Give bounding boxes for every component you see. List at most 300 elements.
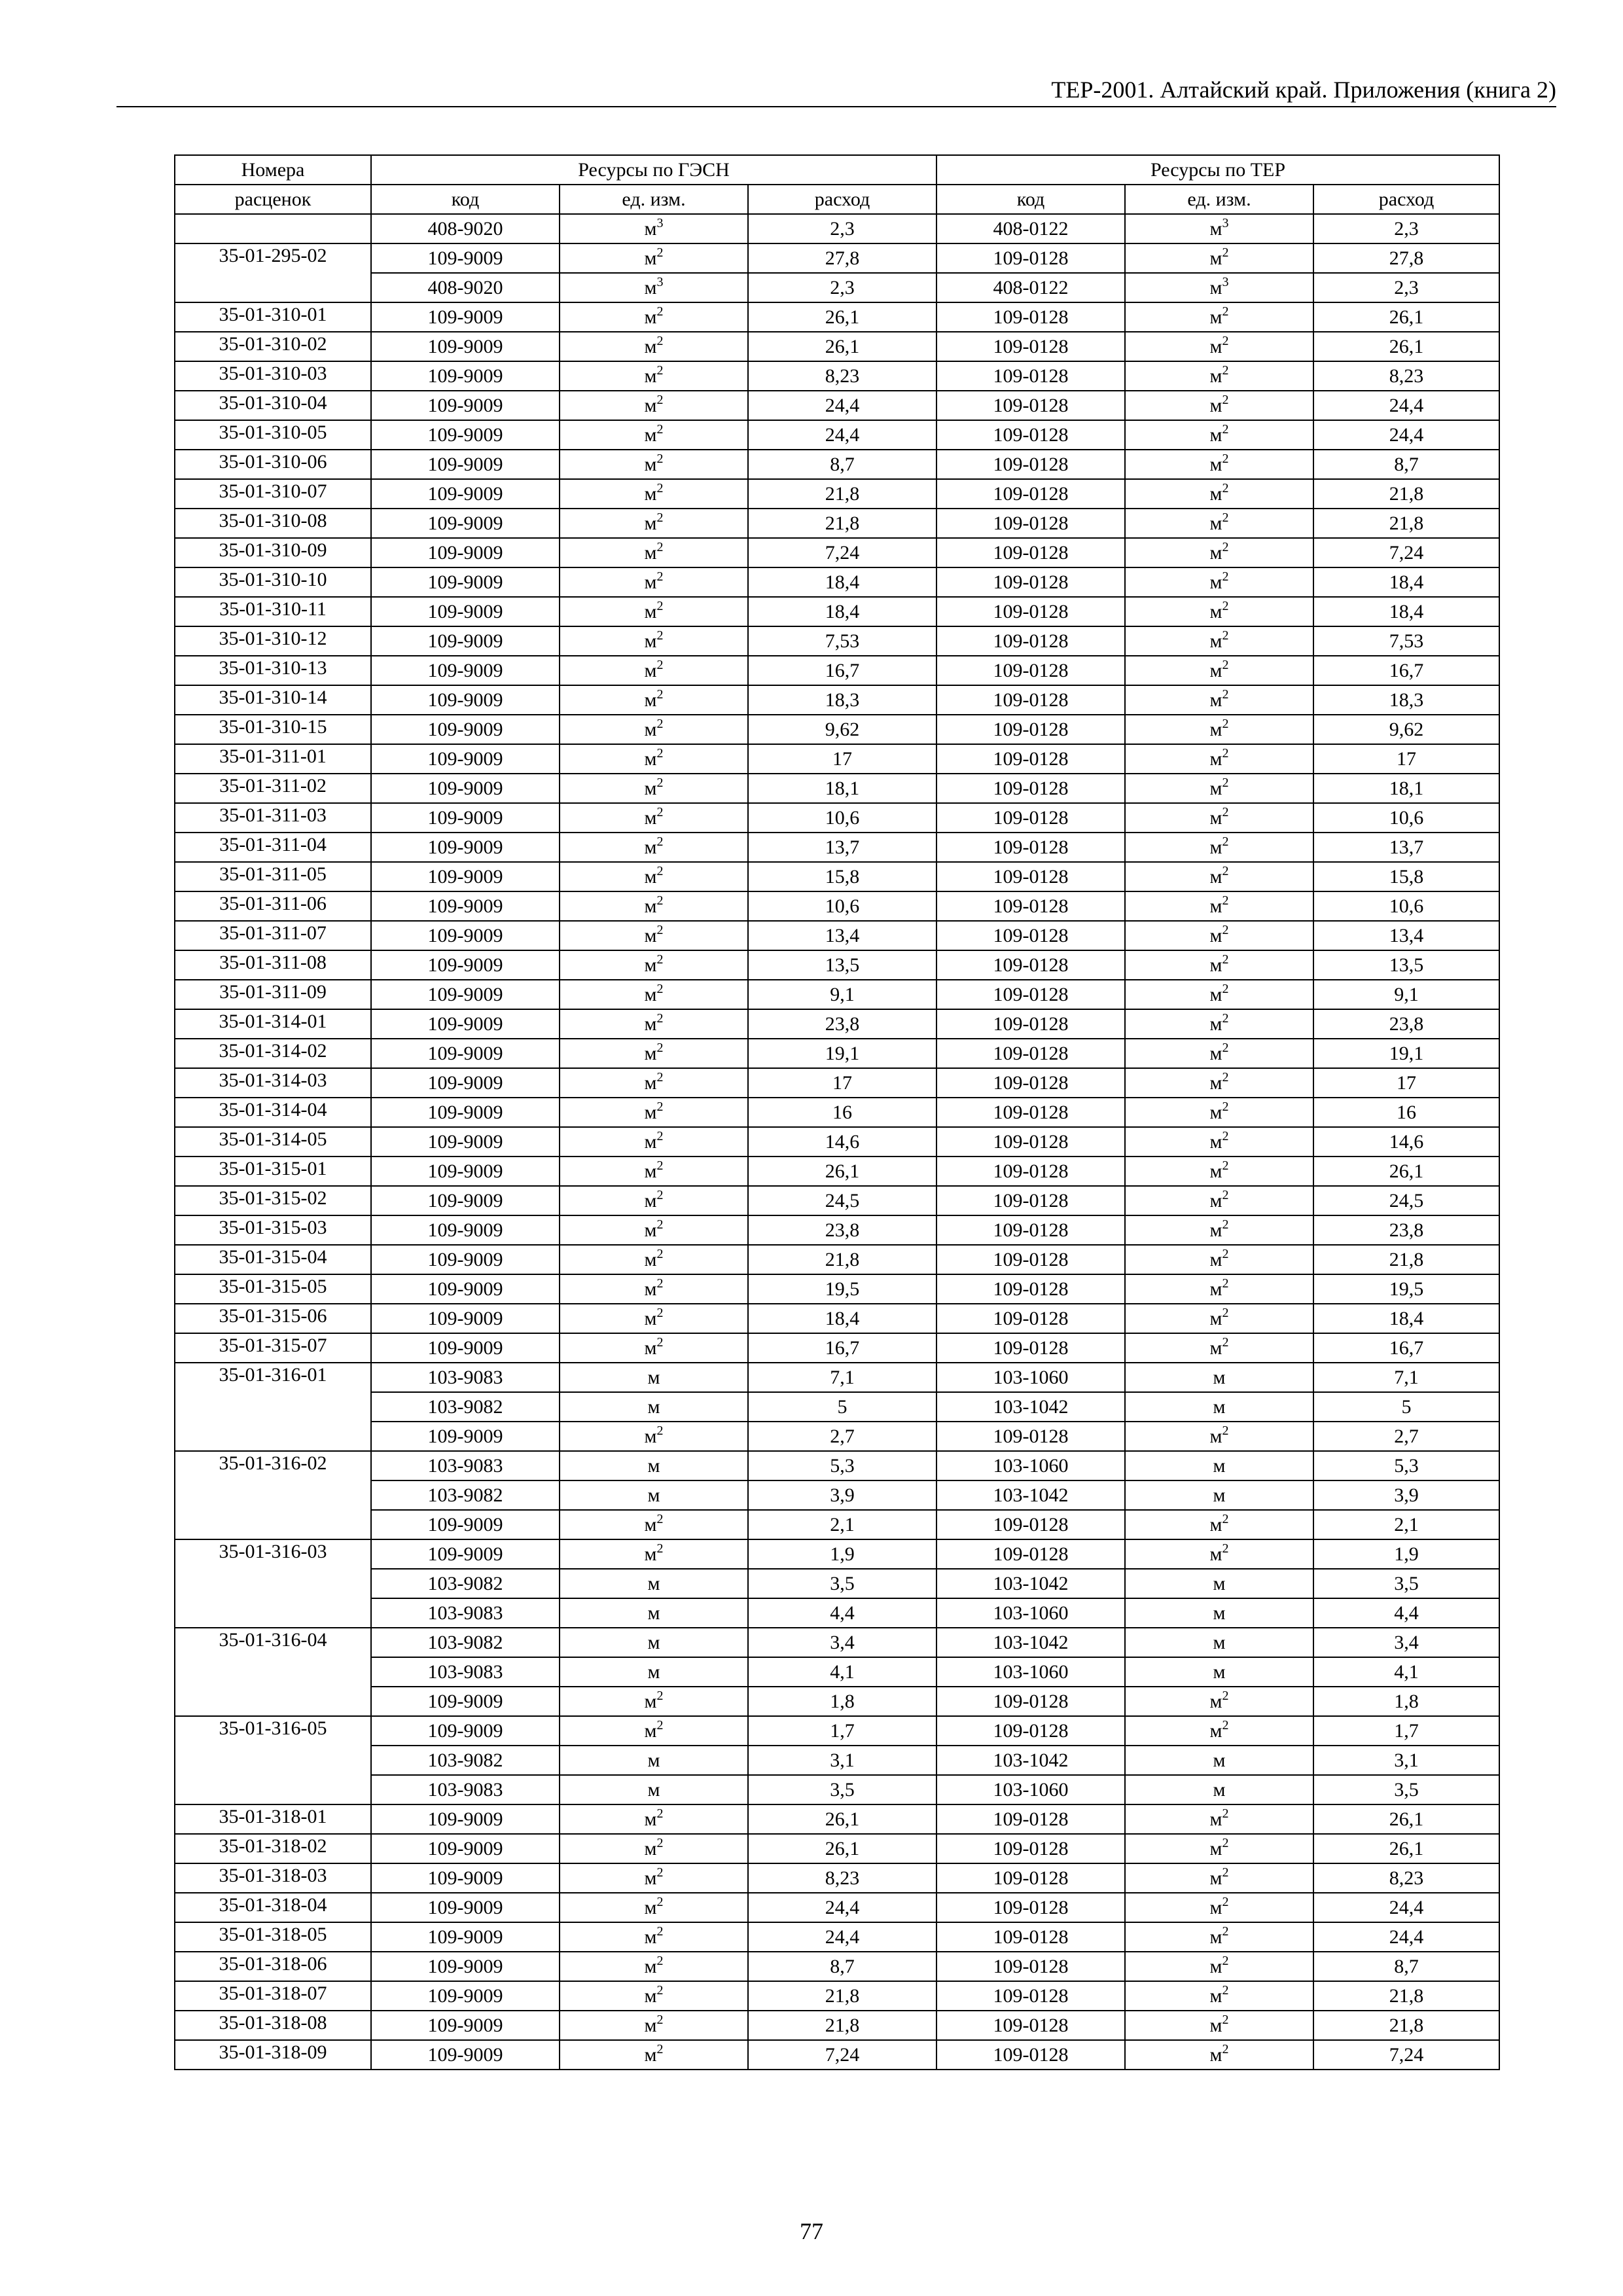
- gesn-unit-cell: $м^2$: [560, 1068, 748, 1098]
- rate-number-cell: 35-01-314-04: [175, 1098, 371, 1127]
- ter-code-cell: 109-0128: [936, 833, 1125, 862]
- ter-unit-cell: $м^2$: [1125, 803, 1313, 833]
- rate-number-cell: [175, 1775, 371, 1804]
- ter-unit-header: ед. изм.: [1125, 185, 1313, 214]
- gesn-code-header: код: [371, 185, 560, 214]
- table-row: [175, 1922, 1499, 1952]
- gesn-qty-cell: 15,8: [748, 862, 936, 891]
- gesn-code-cell: 103-9083: [371, 1598, 560, 1628]
- ter-qty-cell: 3,9: [1313, 1480, 1499, 1510]
- gesn-code-cell: 103-9082: [371, 1480, 560, 1510]
- gesn-qty-cell: 21,8: [748, 2011, 936, 2040]
- gesn-unit-cell: $м^2$: [560, 1274, 748, 1304]
- ter-code-cell: 109-0128: [936, 950, 1125, 980]
- ter-unit-cell: м: [1125, 1392, 1313, 1422]
- table-row: [175, 567, 1499, 597]
- gesn-code-cell: 109-9009: [371, 1127, 560, 1157]
- unit-exponent: 2: [656, 510, 664, 525]
- ter-code-cell: 109-0128: [936, 332, 1125, 361]
- ter-qty-cell: 24,4: [1313, 1922, 1499, 1952]
- gesn-qty-cell: 3,4: [748, 1628, 936, 1657]
- ter-unit-cell: м: [1125, 1628, 1313, 1657]
- ter-code-cell: 109-0128: [936, 1157, 1125, 1186]
- gesn-qty-cell: 18,4: [748, 1304, 936, 1333]
- unit-exponent: 2: [656, 1806, 664, 1821]
- gesn-unit-cell: $м^2$: [560, 597, 748, 626]
- unit-exponent: 2: [656, 333, 664, 348]
- ter-qty-cell: 1,9: [1313, 1539, 1499, 1569]
- unit-exponent: 2: [1222, 834, 1229, 849]
- ter-qty-cell: 2,3: [1313, 214, 1499, 243]
- rate-number-cell: [175, 273, 371, 302]
- ter-unit-cell: $м^2$: [1125, 1068, 1313, 1098]
- table-row: [175, 1480, 1499, 1510]
- unit-exponent: 2: [1222, 392, 1229, 407]
- gesn-qty-cell: 8,7: [748, 450, 936, 479]
- ter-unit-cell: м: [1125, 1657, 1313, 1687]
- unit-exponent: 2: [1222, 2041, 1229, 2056]
- table-row: [175, 950, 1499, 980]
- unit-exponent: 2: [656, 1217, 664, 1232]
- ter-qty-cell: 16,7: [1313, 656, 1499, 685]
- unit-exponent: 2: [1222, 422, 1229, 437]
- ter-code-cell: 109-0128: [936, 1510, 1125, 1539]
- ter-qty-cell: 21,8: [1313, 509, 1499, 538]
- table-row: [175, 1009, 1499, 1039]
- rate-number-cell: 35-01-310-06: [175, 450, 371, 479]
- ter-code-cell: 109-0128: [936, 862, 1125, 891]
- table-row: [175, 1363, 1499, 1392]
- gesn-unit-cell: $м^2$: [560, 509, 748, 538]
- table-row: [175, 597, 1499, 626]
- gesn-code-cell: 109-9009: [371, 1039, 560, 1068]
- table-row: [175, 685, 1499, 715]
- gesn-unit-cell: $м^2$: [560, 1304, 748, 1333]
- ter-unit-cell: $м^2$: [1125, 1687, 1313, 1716]
- gesn-unit-cell: $м^2$: [560, 302, 748, 332]
- rate-number-cell: 35-01-315-02: [175, 1186, 371, 1215]
- rate-number-cell: 35-01-314-03: [175, 1068, 371, 1098]
- gesn-code-cell: 103-9082: [371, 1628, 560, 1657]
- ter-unit-cell: $м^2$: [1125, 361, 1313, 391]
- ter-code-cell: 109-0128: [936, 744, 1125, 774]
- ter-qty-cell: 24,4: [1313, 420, 1499, 450]
- ter-code-header: код: [936, 185, 1125, 214]
- ter-qty-cell: 5,3: [1313, 1451, 1499, 1480]
- table-row: [175, 1539, 1499, 1569]
- rate-number-cell: 35-01-311-03: [175, 803, 371, 833]
- ter-unit-cell: $м^2$: [1125, 420, 1313, 450]
- ter-qty-cell: 26,1: [1313, 332, 1499, 361]
- ter-unit-cell: $м^2$: [1125, 1863, 1313, 1893]
- table-row: [175, 1304, 1499, 1333]
- ter-unit-cell: $м^2$: [1125, 1274, 1313, 1304]
- rate-number-cell: 35-01-315-03: [175, 1215, 371, 1245]
- unit-exponent: 2: [656, 981, 664, 996]
- unit-exponent: 2: [656, 775, 664, 790]
- ter-unit-cell: $м^2$: [1125, 243, 1313, 273]
- gesn-qty-cell: 3,1: [748, 1746, 936, 1775]
- rate-number-cell: 35-01-310-03: [175, 361, 371, 391]
- ter-qty-cell: 18,3: [1313, 685, 1499, 715]
- ter-qty-cell: 5: [1313, 1392, 1499, 1422]
- unit-exponent: 2: [656, 893, 664, 908]
- ter-code-cell: 109-0128: [936, 1952, 1125, 1981]
- unit-exponent: 2: [1222, 952, 1229, 967]
- table-row: [175, 538, 1499, 567]
- ter-code-cell: 103-1042: [936, 1569, 1125, 1598]
- header-row-1: [175, 155, 1499, 185]
- gesn-unit-cell: $м^2$: [560, 1127, 748, 1157]
- unit-exponent: 2: [656, 1835, 664, 1850]
- gesn-qty-cell: 18,4: [748, 597, 936, 626]
- gesn-unit-cell: $м^2$: [560, 2011, 748, 2040]
- table-row: [175, 1775, 1499, 1804]
- ter-qty-cell: 8,7: [1313, 450, 1499, 479]
- ter-unit-cell: $м^2$: [1125, 1922, 1313, 1952]
- unit-exponent: 2: [656, 745, 664, 761]
- ter-unit-cell: $м^2$: [1125, 921, 1313, 950]
- table-row: [175, 1510, 1499, 1539]
- ter-unit-cell: $м^2$: [1125, 1834, 1313, 1863]
- rate-number-cell: 35-01-310-07: [175, 479, 371, 509]
- unit-exponent: 2: [1222, 1511, 1229, 1526]
- unit-exponent: 2: [1222, 981, 1229, 996]
- unit-exponent: 2: [656, 245, 664, 260]
- rate-number-cell: 35-01-311-07: [175, 921, 371, 950]
- ter-unit-cell: $м^2$: [1125, 1098, 1313, 1127]
- ter-code-cell: 109-0128: [936, 1009, 1125, 1039]
- unit-exponent: 2: [656, 1099, 664, 1114]
- gesn-qty-cell: 9,1: [748, 980, 936, 1009]
- gesn-unit-cell: $м^2$: [560, 1510, 748, 1539]
- gesn-qty-cell: 24,4: [748, 420, 936, 450]
- gesn-unit-cell: $м^2$: [560, 1098, 748, 1127]
- table-row: [175, 1245, 1499, 1274]
- rate-number-cell: [175, 1480, 371, 1510]
- ter-qty-cell: 19,5: [1313, 1274, 1499, 1304]
- ter-qty-cell: 23,8: [1313, 1215, 1499, 1245]
- table-row: [175, 391, 1499, 420]
- unit-exponent: 2: [1222, 2012, 1229, 2027]
- ter-code-cell: 109-0128: [936, 2011, 1125, 2040]
- ter-unit-cell: $м^2$: [1125, 980, 1313, 1009]
- gesn-qty-cell: 18,4: [748, 567, 936, 597]
- rate-number-cell: 35-01-316-03: [175, 1539, 371, 1569]
- ter-code-cell: 109-0128: [936, 685, 1125, 715]
- gesn-qty-cell: 13,5: [748, 950, 936, 980]
- ter-code-cell: 109-0128: [936, 1687, 1125, 1716]
- gesn-qty-cell: 5,3: [748, 1451, 936, 1480]
- ter-code-cell: 109-0128: [936, 1922, 1125, 1952]
- unit-exponent: 2: [1222, 1158, 1229, 1173]
- gesn-code-cell: 109-9009: [371, 1716, 560, 1746]
- table-row: [175, 862, 1499, 891]
- rate-number-cell: [175, 1510, 371, 1539]
- unit-exponent: 2: [1222, 1924, 1229, 1939]
- ter-qty-cell: 24,4: [1313, 391, 1499, 420]
- gesn-code-cell: 109-9009: [371, 1304, 560, 1333]
- ter-qty-cell: 18,1: [1313, 774, 1499, 803]
- gesn-unit-cell: $м^2$: [560, 1422, 748, 1451]
- gesn-unit-cell: $м^2$: [560, 391, 748, 420]
- ter-qty-cell: 26,1: [1313, 1157, 1499, 1186]
- unit-exponent: 2: [656, 1953, 664, 1968]
- gesn-unit-cell: $м^2$: [560, 1804, 748, 1834]
- table-row: [175, 744, 1499, 774]
- gesn-unit-cell: $м^2$: [560, 450, 748, 479]
- ter-code-cell: 109-0128: [936, 1215, 1125, 1245]
- unit-exponent: 2: [656, 804, 664, 819]
- table-row: [175, 450, 1499, 479]
- rate-number-cell: 35-01-310-08: [175, 509, 371, 538]
- unit-exponent: 2: [656, 1246, 664, 1261]
- unit-exponent: 2: [656, 834, 664, 849]
- gesn-qty-cell: 2,7: [748, 1422, 936, 1451]
- gesn-qty-header: расход: [748, 185, 936, 214]
- gesn-unit-cell: $м^2$: [560, 332, 748, 361]
- ter-unit-cell: $м^2$: [1125, 833, 1313, 862]
- rate-number-cell: 35-01-311-04: [175, 833, 371, 862]
- rate-number-cell: [175, 1598, 371, 1628]
- ter-unit-cell: м: [1125, 1363, 1313, 1392]
- rate-number-cell: 35-01-316-05: [175, 1716, 371, 1746]
- gesn-qty-cell: 8,23: [748, 361, 936, 391]
- gesn-code-cell: 109-9009: [371, 980, 560, 1009]
- gesn-unit-cell: $м^2$: [560, 538, 748, 567]
- table-row: [175, 214, 1499, 243]
- gesn-qty-cell: 13,7: [748, 833, 936, 862]
- unit-exponent: 2: [1222, 1865, 1229, 1880]
- unit-exponent: 2: [656, 1187, 664, 1202]
- rate-number-cell: 35-01-310-15: [175, 715, 371, 744]
- gesn-qty-cell: 8,23: [748, 1863, 936, 1893]
- ter-code-cell: 109-0128: [936, 302, 1125, 332]
- ter-qty-cell: 4,1: [1313, 1657, 1499, 1687]
- ter-unit-cell: $м^2$: [1125, 2040, 1313, 2070]
- ter-code-cell: 109-0128: [936, 1245, 1125, 1274]
- rate-number-cell: [175, 1687, 371, 1716]
- unit-exponent: 2: [656, 1069, 664, 1085]
- table-row: [175, 1687, 1499, 1716]
- gesn-unit-cell: м: [560, 1775, 748, 1804]
- gesn-qty-cell: 24,5: [748, 1186, 936, 1215]
- unit-exponent: 2: [1222, 1717, 1229, 1732]
- gesn-unit-cell: м: [560, 1480, 748, 1510]
- ter-unit-cell: $м^2$: [1125, 1952, 1313, 1981]
- gesn-qty-cell: 4,4: [748, 1598, 936, 1628]
- gesn-unit-cell: $м^2$: [560, 1333, 748, 1363]
- ter-code-cell: 109-0128: [936, 1274, 1125, 1304]
- ter-unit-cell: $м^2$: [1125, 1716, 1313, 1746]
- ter-qty-cell: 26,1: [1313, 1804, 1499, 1834]
- gesn-unit-cell: $м^2$: [560, 1863, 748, 1893]
- ter-code-cell: 103-1060: [936, 1451, 1125, 1480]
- ter-qty-cell: 8,7: [1313, 1952, 1499, 1981]
- table-row: [175, 273, 1499, 302]
- unit-exponent: 2: [1222, 1011, 1229, 1026]
- rate-number-cell: 35-01-316-02: [175, 1451, 371, 1480]
- gesn-code-cell: 109-9009: [371, 774, 560, 803]
- gesn-qty-cell: 24,4: [748, 391, 936, 420]
- ter-qty-cell: 21,8: [1313, 2011, 1499, 2040]
- ter-unit-cell: $м^2$: [1125, 1157, 1313, 1186]
- unit-exponent: 2: [1222, 687, 1229, 702]
- rate-number-cell: 35-01-310-04: [175, 391, 371, 420]
- ter-code-cell: 109-0128: [936, 1068, 1125, 1098]
- ter-unit-cell: $м^2$: [1125, 1333, 1313, 1363]
- gesn-code-cell: 408-9020: [371, 273, 560, 302]
- unit-exponent: 3: [1222, 215, 1229, 230]
- ter-qty-cell: 14,6: [1313, 1127, 1499, 1157]
- rate-number-cell: 35-01-315-01: [175, 1157, 371, 1186]
- ter-qty-cell: 21,8: [1313, 1245, 1499, 1274]
- ter-qty-cell: 7,1: [1313, 1363, 1499, 1392]
- page-number: 77: [800, 2218, 823, 2244]
- gesn-unit-cell: м: [560, 1451, 748, 1480]
- ter-unit-cell: $м^2$: [1125, 332, 1313, 361]
- gesn-unit-cell: $м^2$: [560, 420, 748, 450]
- unit-exponent: 2: [656, 480, 664, 495]
- rate-number-cell: [175, 1569, 371, 1598]
- unit-exponent: 2: [1222, 1806, 1229, 1821]
- gesn-qty-cell: 16: [748, 1098, 936, 1127]
- ter-code-cell: 109-0128: [936, 2040, 1125, 2070]
- gesn-qty-cell: 8,7: [748, 1952, 936, 1981]
- rate-number-cell: 35-01-310-01: [175, 302, 371, 332]
- ter-unit-cell: $м^2$: [1125, 391, 1313, 420]
- table-row: [175, 1804, 1499, 1834]
- unit-exponent: 2: [1222, 1040, 1229, 1055]
- gesn-qty-cell: 3,5: [748, 1775, 936, 1804]
- rate-number-cell: 35-01-318-05: [175, 1922, 371, 1952]
- ter-qty-cell: 2,1: [1313, 1510, 1499, 1539]
- gesn-code-cell: 109-9009: [371, 1893, 560, 1922]
- header-row-2: [175, 185, 1499, 214]
- ter-unit-cell: м: [1125, 1569, 1313, 1598]
- gesn-qty-cell: 26,1: [748, 1804, 936, 1834]
- gesn-code-cell: 109-9009: [371, 1922, 560, 1952]
- table-row: [175, 1422, 1499, 1451]
- gesn-code-cell: 109-9009: [371, 302, 560, 332]
- ter-unit-cell: $м^2$: [1125, 1304, 1313, 1333]
- table-row: [175, 656, 1499, 685]
- unit-exponent: 2: [1222, 333, 1229, 348]
- unit-exponent: 2: [1222, 1246, 1229, 1261]
- ter-qty-cell: 10,6: [1313, 803, 1499, 833]
- gesn-unit-cell: $м^2$: [560, 980, 748, 1009]
- gesn-code-cell: 109-9009: [371, 1333, 560, 1363]
- table-row: [175, 1333, 1499, 1363]
- gesn-qty-cell: 18,1: [748, 774, 936, 803]
- unit-exponent: 2: [656, 716, 664, 731]
- ter-code-cell: 109-0128: [936, 450, 1125, 479]
- gesn-qty-cell: 5: [748, 1392, 936, 1422]
- table-row: [175, 302, 1499, 332]
- ter-qty-cell: 8,23: [1313, 1863, 1499, 1893]
- ter-unit-cell: $м^2$: [1125, 626, 1313, 656]
- rate-number-cell: 35-01-315-05: [175, 1274, 371, 1304]
- unit-exponent: 2: [656, 628, 664, 643]
- unit-exponent: 2: [1222, 893, 1229, 908]
- resource-table: [174, 154, 1500, 2070]
- ter-qty-cell: 9,1: [1313, 980, 1499, 1009]
- gesn-unit-cell: $м^2$: [560, 1539, 748, 1569]
- gesn-qty-cell: 23,8: [748, 1215, 936, 1245]
- ter-qty-cell: 26,1: [1313, 302, 1499, 332]
- unit-exponent: 2: [1222, 804, 1229, 819]
- rate-number-cell: 35-01-310-05: [175, 420, 371, 450]
- ter-qty-cell: 21,8: [1313, 479, 1499, 509]
- gesn-qty-cell: 3,9: [748, 1480, 936, 1510]
- gesn-qty-cell: 21,8: [748, 479, 936, 509]
- ter-unit-cell: $м^2$: [1125, 1009, 1313, 1039]
- gesn-qty-cell: 17: [748, 744, 936, 774]
- rate-number-cell: [175, 1422, 371, 1451]
- table-row: [175, 1834, 1499, 1863]
- ter-qty-cell: 8,23: [1313, 361, 1499, 391]
- unit-exponent: 2: [656, 1717, 664, 1732]
- table-row: [175, 361, 1499, 391]
- table-row: [175, 803, 1499, 833]
- ter-unit-cell: $м^2$: [1125, 656, 1313, 685]
- ter-unit-cell: $м^2$: [1125, 744, 1313, 774]
- rate-number-cell: 35-01-311-08: [175, 950, 371, 980]
- unit-exponent: 2: [656, 539, 664, 554]
- gesn-code-cell: 103-9083: [371, 1657, 560, 1687]
- table-row: [175, 1451, 1499, 1480]
- ter-unit-cell: $м^2$: [1125, 950, 1313, 980]
- group-gesn-header: Ресурсы по ГЭСН: [371, 155, 936, 185]
- gesn-qty-cell: 16,7: [748, 1333, 936, 1363]
- table-row: [175, 1215, 1499, 1245]
- ter-code-cell: 109-0128: [936, 803, 1125, 833]
- ter-code-cell: 109-0128: [936, 567, 1125, 597]
- ter-code-cell: 103-1060: [936, 1775, 1125, 1804]
- unit-exponent: 2: [1222, 569, 1229, 584]
- gesn-qty-cell: 24,4: [748, 1922, 936, 1952]
- rate-number-cell: [175, 1746, 371, 1775]
- ter-code-cell: 109-0128: [936, 597, 1125, 626]
- ter-code-cell: 109-0128: [936, 1981, 1125, 2011]
- unit-exponent: 2: [656, 1305, 664, 1320]
- unit-exponent: 2: [1222, 1423, 1229, 1438]
- gesn-unit-cell: м: [560, 1569, 748, 1598]
- unit-exponent: 3: [656, 274, 664, 289]
- gesn-code-cell: 109-9009: [371, 921, 560, 950]
- rate-number-cell: 35-01-311-01: [175, 744, 371, 774]
- table-row: [175, 243, 1499, 273]
- gesn-code-cell: 109-9009: [371, 538, 560, 567]
- ter-unit-cell: $м^2$: [1125, 1186, 1313, 1215]
- unit-exponent: 2: [656, 1982, 664, 1998]
- ter-code-cell: 109-0128: [936, 921, 1125, 950]
- table-row: [175, 332, 1499, 361]
- unit-exponent: 2: [1222, 863, 1229, 878]
- gesn-code-cell: 103-9082: [371, 1569, 560, 1598]
- gesn-code-cell: 408-9020: [371, 214, 560, 243]
- ter-unit-cell: $м^2$: [1125, 1510, 1313, 1539]
- ter-qty-cell: 17: [1313, 744, 1499, 774]
- gesn-unit-cell: $м^2$: [560, 1893, 748, 1922]
- unit-exponent: 2: [656, 1128, 664, 1143]
- ter-code-cell: 103-1042: [936, 1480, 1125, 1510]
- ter-code-cell: 103-1042: [936, 1392, 1125, 1422]
- unit-exponent: 3: [656, 215, 664, 230]
- ter-code-cell: 109-0128: [936, 1127, 1125, 1157]
- gesn-unit-cell: $м^2$: [560, 921, 748, 950]
- gesn-unit-cell: м: [560, 1392, 748, 1422]
